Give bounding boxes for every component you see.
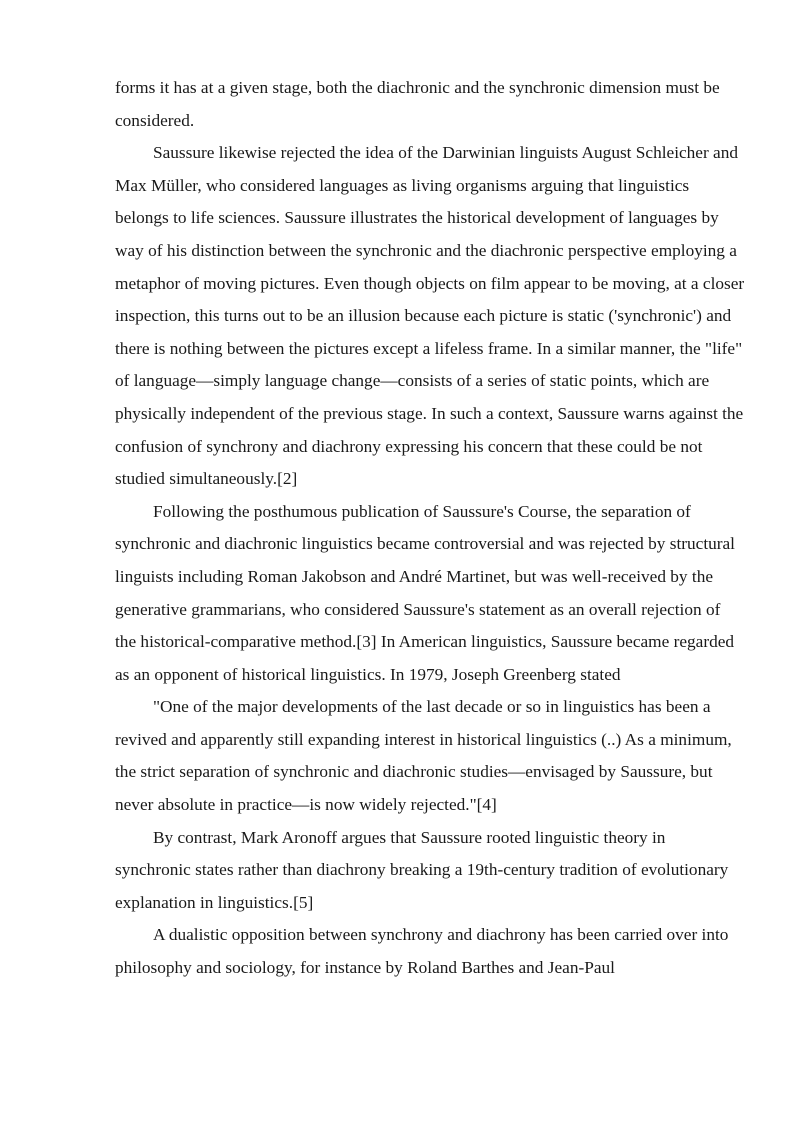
paragraph-dualistic-opposition: A dualistic opposition between synchrony and diachrony has been carried over into philosophy and sociology, for instance by Roland Barthes and Jean-Paul bbox=[115, 925, 729, 978]
paragraph-darwinian-linguists: Saussure likewise rejected the idea of the Darwinian linguists August Schleicher and Max Müller, who considered languages as living organisms arguing that linguistics belongs to life sciences. Saussure illustrates the historical development of languages by way of his distinction between the synchronic and the diachronic perspective employing a metaphor of moving pictures. Even though objects on film appear to be moving, at a closer inspection, this turns out to be an illusion because each picture is static ('synchronic') and there is nothing between the pictures except a lifeless frame. In a similar manner, the "life" of language—simply language change—consists of a series of static points, which are physically independent of the previous stage. In such a context, Saussure warns against the confusion of synchrony and diachrony expressing his concern that these could be not studied simultaneously.[2] bbox=[115, 143, 745, 489]
paragraph-posthumous-publication: Following the posthumous publication of Saussure's Course, the separation of synchronic and diachronic linguistics became controversial and was rejected by structural linguists including Roman Jakobson and André Martinet, but was well-received by the generative grammarians, who considered Saussure's statement as an overall rejection of the historical-comparative method.[3] In American linguistics, Saussure became regarded as an opponent of historical linguistics. In 1979, Joseph Greenberg stated bbox=[115, 501, 735, 684]
paragraph-greenberg-quote: "One of the major developments of the last decade or so in linguistics has been a revived and apparently still expanding interest in historical linguistics (..) As a minimum, the strict separation of synchronic and diachronic studies—envisaged by Saussure, but never absolute in practice—is now widely rejected."[4] bbox=[115, 697, 732, 815]
paragraph-continued: forms it has at a given stage, both the diachronic and the synchronic dimension must be considered. bbox=[115, 78, 720, 130]
document-body bbox=[115, 72, 745, 985]
paragraph-aronoff: By contrast, Mark Aronoff argues that Saussure rooted linguistic theory in synchronic states rather than diachrony breaking a 19th-century tradition of evolutionary explanation in linguistics.[5] bbox=[115, 827, 729, 912]
